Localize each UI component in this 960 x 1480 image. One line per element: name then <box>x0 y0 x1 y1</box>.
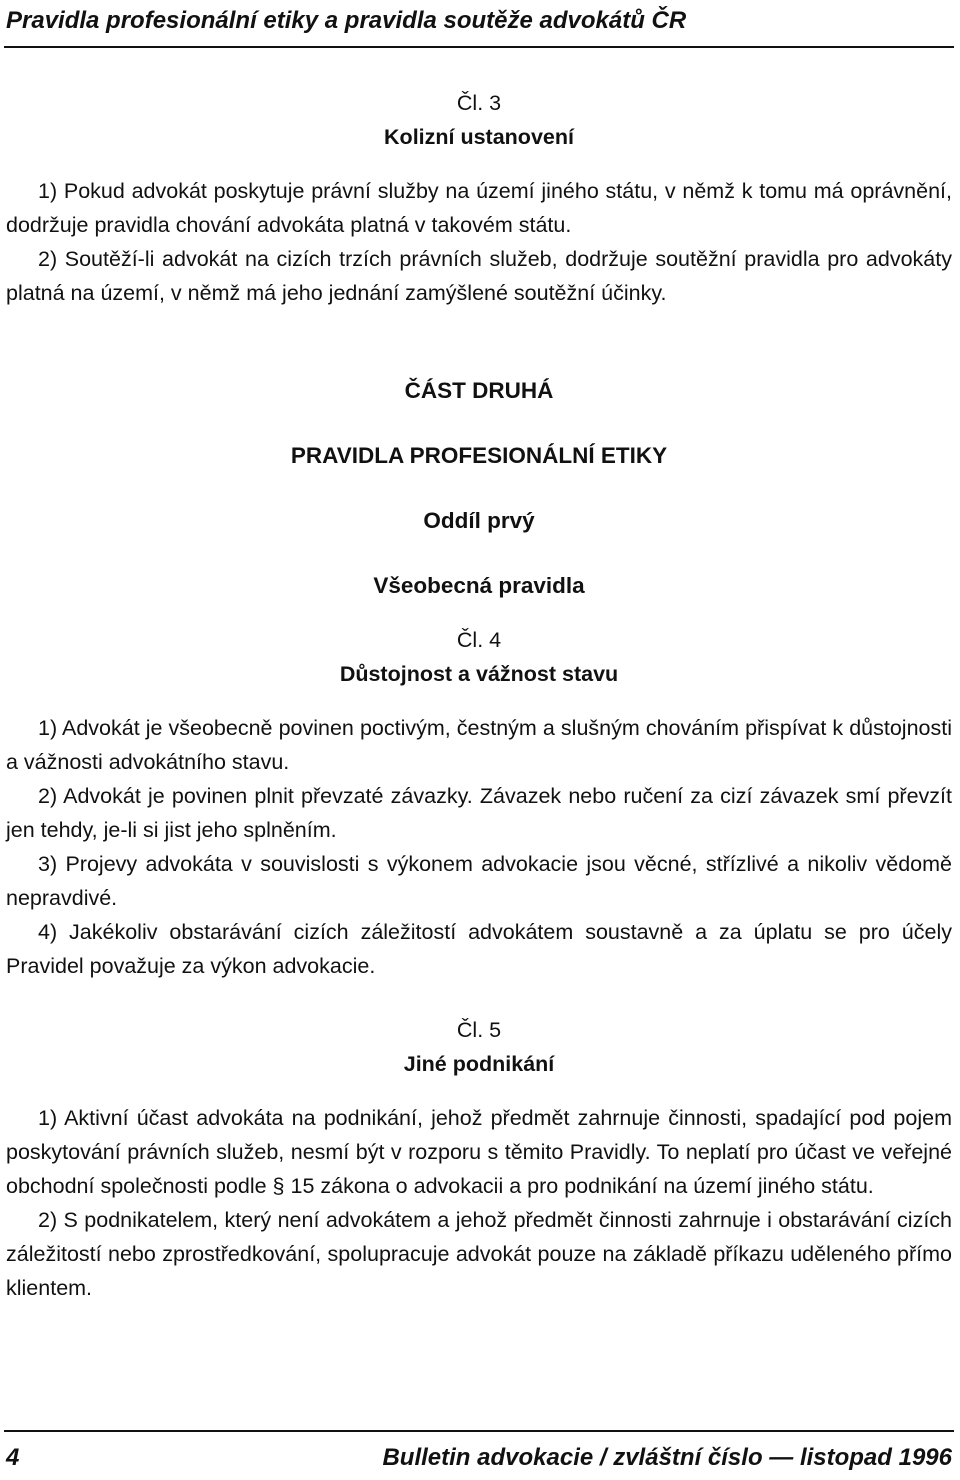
article-5-paragraph-1: 1) Aktivní účast advokáta na podnikání, jehož předmět zahrnuje činnosti, spadající pod pojem poskytování právních služeb, nesmí být v rozporu s těmito Pravidly. To neplatí pro účast ve veřejné obchodní společnosti podle § 15 zákona o advokacii a pro podnikání na území jiného státu. <box>6 1106 952 1198</box>
article-4-paragraph-4: 4) Jakékoliv obstarávání cizích záležitostí advokátem soustavně a za úplatu se pro účely Pravidel považuje za výkon advokacie. <box>6 920 952 978</box>
section-title: Všeobecná pravidla <box>373 573 585 598</box>
article-4-title: Důstojnost a vážnost stavu <box>339 662 619 686</box>
footer-rule <box>4 1430 954 1432</box>
article-4-paragraph-3: 3) Projevy advokáta v souvislosti s výkonem advokacie jsou věcné, střízlivé a nikoliv vědomě nepravdivé. <box>6 852 952 910</box>
header-rule <box>4 46 954 48</box>
article-5 <box>6 1013 952 1305</box>
article-5-paragraph-2: 2) S podnikatelem, který není advokátem a jehož předmět činnosti zahrnuje i obstarávání cizích záležitostí nebo zprostředkování, spolupracuje advokát pouze na základě příkazu uděleného přímo klientem. <box>6 1208 952 1300</box>
article-4-number: Čl. 4 <box>456 628 502 652</box>
article-4 <box>6 623 952 983</box>
part-label: ČÁST DRUHÁ <box>404 378 554 403</box>
article-3 <box>6 86 952 310</box>
publication-info: Bulletin advokacie / zvláštní číslo — listopad 1996 <box>382 1444 952 1471</box>
page-footer <box>6 1441 952 1475</box>
page-body <box>6 86 952 1305</box>
article-3-title: Kolizní ustanovení <box>384 125 574 149</box>
article-5-title: Jiné podnikání <box>403 1052 555 1076</box>
part-title: PRAVIDLA PROFESIONÁLNÍ ETIKY <box>290 443 668 468</box>
article-4-paragraph-1: 1) Advokát je všeobecně povinen poctivým, čestným a slušným chováním přispívat k důstojnosti a vážnosti advokátního stavu. <box>6 716 952 774</box>
article-3-paragraph-2: 2) Soutěží-li advokát na cizích trzích právních služeb, dodržuje soutěžní pravidla pro advokáty platná na území, v němž má jeho jednání zamýšlené soutěžní účinky. <box>6 247 952 305</box>
section-label: Oddíl prvý <box>423 508 535 533</box>
article-5-number: Čl. 5 <box>456 1018 502 1042</box>
article-4-paragraph-2: 2) Advokát je povinen plnit převzaté závazky. Závazek nebo ručení za cizí závazek smí převzít jen tehdy, je-li si jist jeho splněním. <box>6 784 952 842</box>
part-two-heading <box>6 374 952 603</box>
page-number: 4 <box>6 1444 20 1471</box>
article-3-number: Čl. 3 <box>456 91 502 115</box>
article-3-paragraph-1: 1) Pokud advokát poskytuje právní služby na území jiného státu, v němž k tomu má oprávnění, dodržuje pravidla chování advokáta platná v takovém státu. <box>6 179 952 237</box>
running-header-title: Pravidla profesionální etiky a pravidla soutěže advokátů ČR <box>6 7 687 34</box>
